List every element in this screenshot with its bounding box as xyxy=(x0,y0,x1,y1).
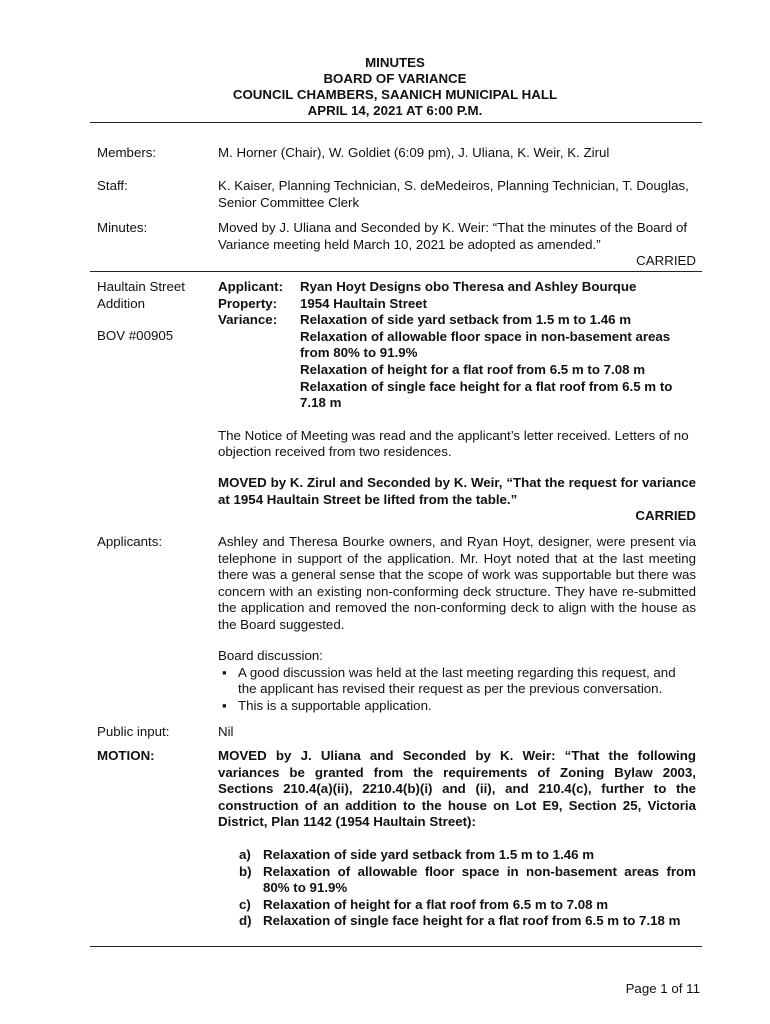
motion-item-text: Relaxation of single face height for a flat roof from 6.5 m to 7.18 m xyxy=(263,913,681,929)
minutes-carried: CARRIED xyxy=(636,253,696,269)
item-label xyxy=(97,279,212,345)
property-line xyxy=(218,296,696,313)
section-divider xyxy=(90,271,702,272)
variance-item: Relaxation of single face height for a flat roof from 6.5 m to 7.18 m xyxy=(300,378,673,411)
discussion-bullet xyxy=(218,698,696,715)
motion-item-text: Relaxation of side yard setback from 1.5 m to 1.46 m xyxy=(263,846,595,862)
item-label-line2: Addition xyxy=(97,295,146,311)
members-text: M. Horner (Chair), W. Goldiet (6:09 pm), J. Uliana, K. Weir, K. Zirul xyxy=(218,145,610,160)
motion-body xyxy=(218,748,696,930)
motion-item-text: Relaxation of allowable floor space in non-basement areas from 80% to 91.9% xyxy=(263,863,696,896)
staff-text: K. Kaiser, Planning Technician, S. deMedeiros, Planning Technician, T. Douglas, Senior Committee Clerk xyxy=(218,178,689,210)
property-key: Property: xyxy=(218,295,278,311)
motion-item-marker: d) xyxy=(239,913,252,929)
motion-variance-list xyxy=(218,847,696,930)
lift-motion-text: MOVED by K. Zirul and Seconded by K. Weir, “That the request for variance at 1954 Haultain Street be lifted from the table.” xyxy=(218,474,696,507)
footer-divider xyxy=(90,946,702,947)
discussion-bullet xyxy=(218,665,696,698)
discussion-list xyxy=(218,665,696,715)
motion-item-marker: b) xyxy=(239,863,252,879)
discussion-bullet-text: A good discussion was held at the last meeting regarding this request, and the applicant has revised their request as per the previous conversation. xyxy=(238,664,676,697)
document-header xyxy=(0,55,770,119)
header-date: APRIL 14, 2021 AT 6:00 P.M. xyxy=(307,103,483,118)
discussion-body xyxy=(218,648,696,714)
motion-variance-item xyxy=(218,897,696,914)
applicant-value: Ryan Hoyt Designs obo Theresa and Ashley Bourque xyxy=(300,279,637,294)
header-divider xyxy=(90,122,702,123)
lift-carried: CARRIED xyxy=(635,508,696,524)
staff-label: Staff: xyxy=(97,178,128,193)
motion-variance-item xyxy=(218,864,696,897)
bullet-icon: ▪ xyxy=(222,697,227,713)
notice-text: The Notice of Meeting was read and the applicant’s letter received. Letters of no objection received from two residences. xyxy=(218,427,689,460)
minutes-label: Minutes: xyxy=(97,220,148,235)
page-number: Page 1 of 11 xyxy=(625,981,700,996)
public-input-label: Public input: xyxy=(97,724,170,739)
motion-item-text: Relaxation of height for a flat roof from 6.5 m to 7.08 m xyxy=(263,896,609,912)
motion-item-marker: a) xyxy=(239,846,251,862)
variance-list xyxy=(300,312,696,412)
variance-item: Relaxation of side yard setback from 1.5 m to 1.46 m xyxy=(300,312,632,328)
variance-item: Relaxation of height for a flat roof from 6.5 m to 7.08 m xyxy=(300,361,646,377)
header-location: COUNCIL CHAMBERS, SAANICH MUNICIPAL HALL xyxy=(232,87,558,102)
minutes-text: Moved by J. Uliana and Seconded by K. Weir: “That the minutes of the Board of Variance meeting held March 10, 2021 be adopted as amended.” xyxy=(218,220,688,252)
motion-variance-item xyxy=(218,913,696,930)
header-board: BOARD OF VARIANCE xyxy=(323,71,467,86)
motion-label: MOTION: xyxy=(97,748,155,763)
variance-item: Relaxation of allowable floor space in non-basement areas from 80% to 91.9% xyxy=(300,328,671,361)
header-title: MINUTES xyxy=(365,55,425,70)
variance-key: Variance: xyxy=(218,312,278,328)
variance-line xyxy=(218,312,696,412)
discussion-title: Board discussion: xyxy=(218,648,323,663)
motion-text: MOVED by J. Uliana and Seconded by K. Weir: “That the following variances be granted from the requirements of Zoning Bylaw 2003, Sections 210.4(a)(ii), 2210.4(b)(i) and (ii), and 210.4(c), further to the construction of an addition to the house on Lot E9, Section 25, Victoria District, Plan 1142 (1954 Haultain Street): xyxy=(218,748,696,830)
item-body xyxy=(218,279,696,525)
applicants-label: Applicants: xyxy=(97,534,163,549)
motion-variance-item xyxy=(218,847,696,864)
motion-item-marker: c) xyxy=(239,896,251,912)
public-input-text: Nil xyxy=(218,724,234,739)
members-label: Members: xyxy=(97,145,157,160)
item-bov-number: BOV #00905 xyxy=(97,328,174,344)
applicants-text: Ashley and Theresa Bourke owners, and Ryan Hoyt, designer, were present via telephone in support of the application. Mr. Hoyt noted that at the last meeting there was a general sense that the scope of work was supportable but there was concern with an existing non-conforming deck structure. They have re-submitted the application and removed the non-conforming deck to align with the house as the Board suggested. xyxy=(218,534,696,632)
property-value: 1954 Haultain Street xyxy=(300,295,428,311)
item-label-line1: Haultain Street xyxy=(97,279,185,294)
applicant-key: Applicant: xyxy=(218,279,284,294)
discussion-bullet-text: This is a supportable application. xyxy=(238,697,432,713)
bullet-icon: ▪ xyxy=(222,664,227,680)
minutes-body xyxy=(218,220,696,270)
applicant-line xyxy=(218,279,696,296)
